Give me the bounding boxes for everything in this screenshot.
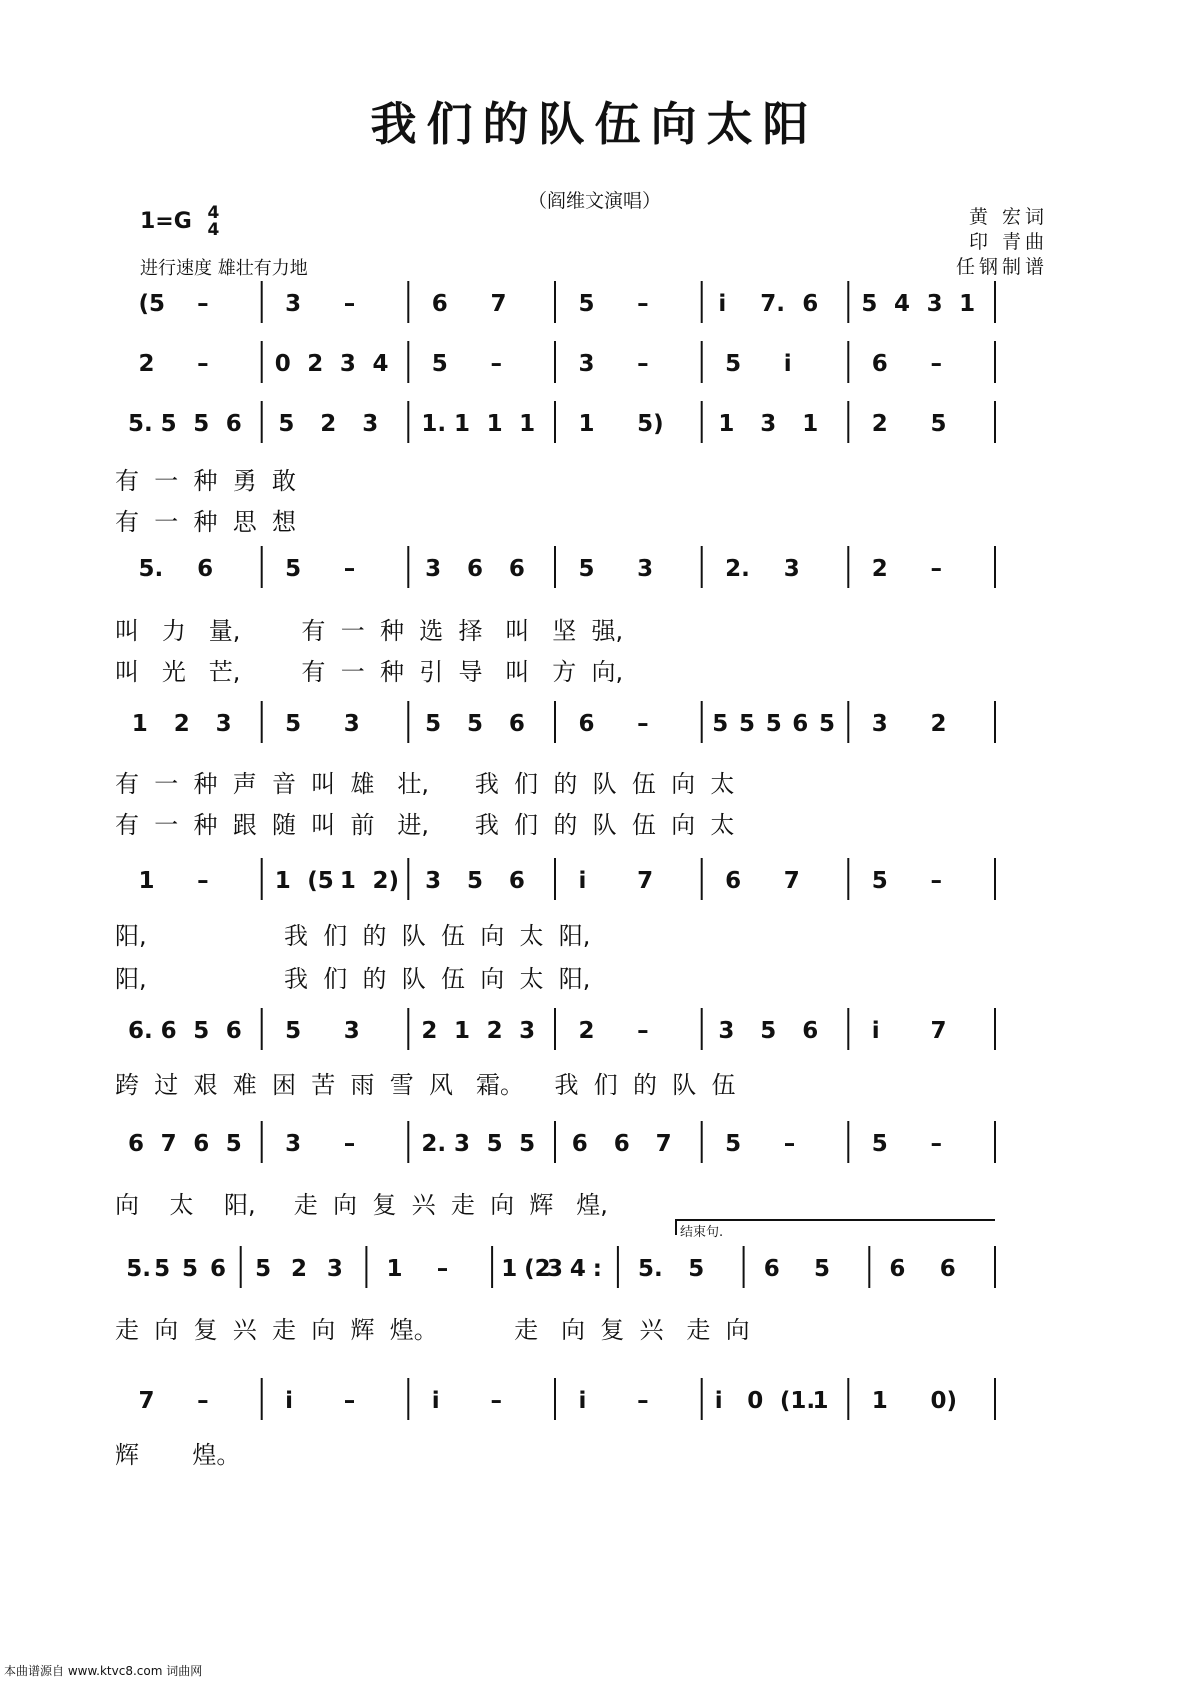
key-label: 1=G [140,209,192,234]
note: – [197,868,209,894]
note: 5. [138,556,164,582]
note: – [197,291,209,317]
lyric-line: 有 一 种 思 想 [115,508,297,536]
note: 6 [578,711,595,737]
note: 3 [343,711,360,737]
note: 0) [930,1388,958,1414]
note: 6 [508,868,525,894]
lyric-line: 有 一 种 勇 敢 [115,467,297,495]
note: 7 [930,1018,947,1044]
note: – [930,556,942,582]
note: – [637,1018,649,1044]
note: 5 [930,411,947,437]
note: 3 [783,556,800,582]
note: i [578,1388,587,1414]
note: 5 [725,351,742,377]
lyric-line: 阳, 我 们 的 队 伍 向 太 阳, [115,965,591,993]
notation-line [115,695,1075,751]
time-signature-bottom: 4 [207,220,220,240]
note: 5 [467,711,484,737]
note: 3 [339,351,356,377]
note: 5 [765,711,782,737]
note: 2 [320,411,337,437]
note: 5 [154,1256,171,1282]
notation-line [115,540,1075,596]
note: – [930,868,942,894]
note: 6 [508,556,525,582]
note: 7. [760,291,786,317]
note: i [714,1388,723,1414]
lyric-line: 跨 过 艰 难 困 苦 雨 雪 风 霜。 我 们 的 队 伍 [115,1071,736,1099]
note: 6 [802,1018,819,1044]
note: 5 [861,291,878,317]
note: 7 [655,1131,672,1157]
note: 5 [425,711,442,737]
note: 3 [362,411,379,437]
note: 0 [274,351,291,377]
note: 1 [718,411,735,437]
lyric-line: 叫 力 量, 有 一 种 选 择 叫 坚 强, [115,617,624,645]
note: 7 [138,1388,155,1414]
note: 6 [225,411,242,437]
note: 6 [571,1131,588,1157]
note: 1 [501,1256,518,1282]
note: 2 [421,1018,438,1044]
note: 3 [425,556,442,582]
note: 5 [712,711,729,737]
key-signature [140,205,219,239]
time-signature-top: 4 [207,203,220,223]
note: – [197,351,209,377]
note: 7 [160,1131,177,1157]
note: 5 [760,1018,777,1044]
note: 3 [343,1018,360,1044]
note: 1 [454,411,471,437]
note: – [343,1388,356,1414]
note: i [285,1388,293,1414]
note: 1 [386,1256,403,1282]
note: 3 [454,1131,471,1157]
note: 2. [421,1131,447,1157]
note: 7 [637,868,654,894]
notation-system-9 [115,1240,1075,1296]
note: 4 [569,1256,586,1282]
note: 6 [160,1018,177,1044]
note: 3 [285,1131,302,1157]
note: 5. [126,1256,151,1282]
note: : [592,1256,602,1282]
note: 5 [285,1018,302,1044]
notation-line [115,395,1075,451]
notation-system-6 [115,852,1075,908]
note: 6 [128,1131,145,1157]
note: – [783,1131,796,1157]
note: 2. [725,556,750,582]
ending-label: 结束句. [680,1225,724,1240]
note: 5 [431,351,448,377]
note: – [343,556,356,582]
note: – [930,1131,942,1157]
note: 1 [486,411,503,437]
note: – [637,351,649,377]
note: 1 [274,868,291,894]
note: i [718,291,727,317]
note: – [343,1131,356,1157]
notation-system-5 [115,695,1075,751]
note: 3 [760,411,777,437]
note: 6 [193,1131,210,1157]
notation-system-3 [115,395,1075,451]
note: (2 [524,1256,551,1282]
note: 5 [578,556,595,582]
note: 5 [725,1131,742,1157]
transcriber: 任钢制谱 [955,256,1048,278]
note: (5 [138,291,166,317]
note: 5. [638,1256,663,1282]
note: 2 [307,351,324,377]
note: 5. [128,411,153,437]
note: 1 [519,411,536,437]
note: 6 [210,1256,227,1282]
note: 1 [454,1018,471,1044]
note: – [637,291,649,317]
note: 3 [926,291,943,317]
note: – [637,1388,649,1414]
note: 0 [747,1388,764,1414]
note: 5 [871,1131,888,1157]
song-title: 我们的队伍向太阳 [370,97,819,151]
note: – [637,711,649,737]
note: 5 [193,1018,210,1044]
notation-line [115,1372,1075,1428]
note: 2 [486,1018,503,1044]
note: 5 [519,1131,536,1157]
note: 6 [197,556,214,582]
note: – [930,351,942,377]
lyric-line: 阳, 我 们 的 队 伍 向 太 阳, [115,922,591,950]
note: – [436,1256,449,1282]
notation-line [115,1002,1075,1058]
note: – [343,291,356,317]
note: i [578,868,587,894]
note: 5 [225,1131,242,1157]
note: 6 [792,711,809,737]
note: 1 [959,291,976,317]
note: 4 [894,291,911,317]
credits [948,205,1048,280]
note: 5 [255,1256,272,1282]
notation-system-10 [115,1372,1075,1428]
note: 3 [718,1018,735,1044]
ending-bracket [675,1219,995,1240]
note: 1 [138,868,155,894]
notation-line [115,335,1075,391]
note: – [490,351,502,377]
note: 5 [819,711,836,737]
note: 3 [215,711,232,737]
notation-system-4 [115,540,1075,596]
note: 3 [425,868,442,894]
note: 2 [291,1256,308,1282]
note: 5 [182,1256,199,1282]
note: – [197,1388,209,1414]
notation-line [115,1115,1075,1171]
note: 2) [372,868,400,894]
note: 5 [486,1131,503,1157]
note: 6 [225,1018,242,1044]
lyric-line: 有 一 种 跟 随 叫 前 进, 我 们 的 队 伍 向 太 [115,811,735,839]
note: 5 [278,411,295,437]
note: 6 [725,868,742,894]
note: 6 [871,351,888,377]
note: 5 [285,711,302,737]
note: 3 [285,291,302,317]
note: 3 [326,1256,343,1282]
notation-system-1 [115,275,1075,331]
note: – [490,1388,502,1414]
note: 1 [339,868,356,894]
note: 3 [519,1018,536,1044]
note: 1 [802,411,819,437]
notation-line [115,852,1075,908]
note: 3 [578,351,595,377]
lyric-line: 向 太 阳, 走 向 复 兴 走 向 辉 煌, [115,1191,608,1219]
tempo-marking: 进行速度 雄壮有力地 [140,258,308,279]
note: 2 [871,556,888,582]
note: 7 [783,868,800,894]
note: 6 [508,711,525,737]
note: 3 [547,1256,564,1282]
notation-system-8 [115,1115,1075,1171]
notation-line [115,1240,1075,1296]
note: 1 [871,1388,888,1414]
note: 6 [939,1256,956,1282]
note: 4 [372,351,389,377]
note: 6. [128,1018,153,1044]
note: 6 [802,291,819,317]
note: 5) [637,411,664,437]
note: 6 [763,1256,780,1282]
note: 6 [889,1256,906,1282]
lyric-line: 辉 煌。 [115,1441,241,1469]
note: 3 [871,711,888,737]
note: 5 [871,868,888,894]
note: 2 [138,351,155,377]
note: 2 [578,1018,595,1044]
lyric-line: 有 一 种 声 音 叫 雄 壮, 我 们 的 队 伍 向 太 [115,770,735,798]
note: 2 [930,711,947,737]
note: 5 [814,1256,831,1282]
performer: （阎维文演唱） [527,190,661,212]
notation-system-7 [115,1002,1075,1058]
note: 1 [812,1388,829,1414]
lyric-line: 走 向 复 兴 走 向 辉 煌。 走 向 复 兴 走 向 [115,1316,750,1344]
lyric-line: 叫 光 芒, 有 一 种 引 导 叫 方 向, [115,658,624,686]
note: 5 [285,556,302,582]
note: 6 [431,291,448,317]
lyricist: 黄 宏词 [968,206,1048,228]
note: 2 [173,711,190,737]
note: i [783,351,792,377]
note: 5 [578,291,595,317]
note: i [871,1018,880,1044]
note: 1 [131,711,148,737]
time-signature [207,205,219,239]
footer-source: 本曲谱源自 www.ktvc8.com 词曲网 [4,1664,203,1678]
note: 5 [160,411,177,437]
note: 2 [871,411,888,437]
note: 1 [578,411,595,437]
note: (5 [307,868,334,894]
note: 5 [467,868,484,894]
note: 5 [688,1256,705,1282]
note: 6 [613,1131,630,1157]
note: i [431,1388,440,1414]
note: 7 [490,291,507,317]
notation-system-2 [115,335,1075,391]
note: (1. [779,1388,816,1414]
note: 1. [421,411,447,437]
note: 3 [637,556,654,582]
note: 6 [467,556,484,582]
note: 5 [193,411,210,437]
notation-line [115,275,1075,331]
composer: 印 青曲 [968,231,1048,253]
note: 5 [739,711,756,737]
